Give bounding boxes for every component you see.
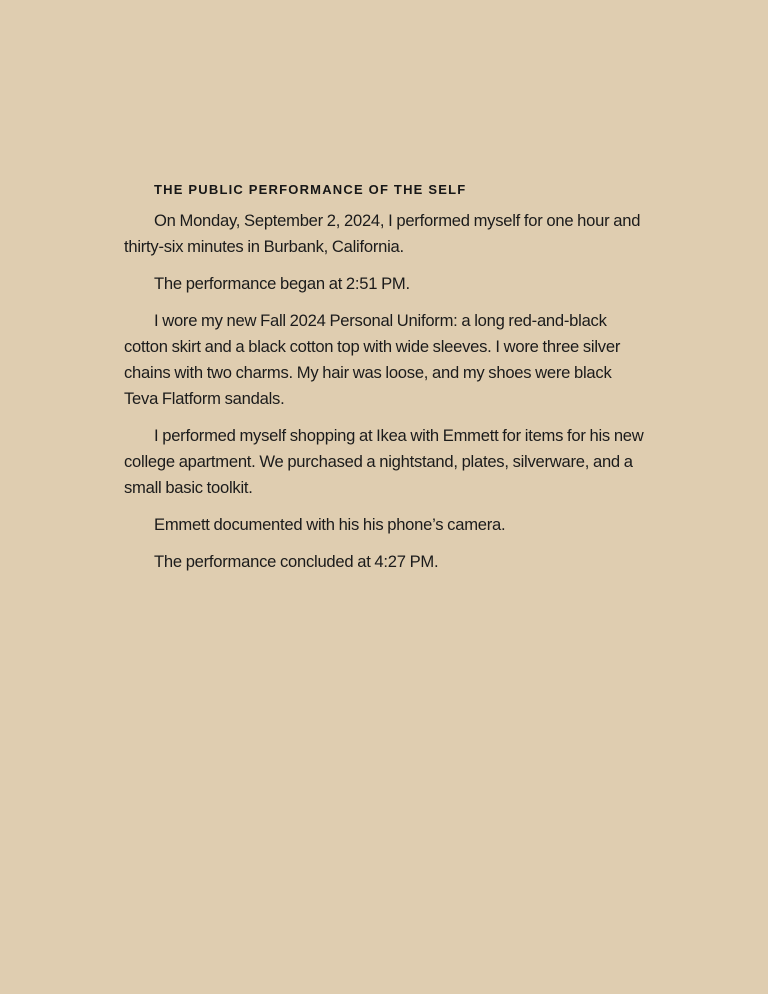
paragraph-activity: I performed myself shopping at Ikea with Emmett for items for his new college apartment. We purchased a nightstand, plates, silverware, and a small basic toolkit. bbox=[124, 426, 644, 497]
paragraph-date-location: On Monday, September 2, 2024, I performed myself for one hour and thirty-six minutes in Burbank, California. bbox=[124, 211, 641, 256]
paragraph-start-time: The performance began at 2:51 PM. bbox=[154, 274, 410, 293]
paragraph-end-time: The performance concluded at 4:27 PM. bbox=[154, 552, 439, 571]
paragraph-documentation: Emmett documented with his his phone’s camera. bbox=[154, 515, 506, 534]
document-title: THE PUBLIC PERFORMANCE OF THE SELF bbox=[154, 182, 467, 197]
paragraph-outfit: I wore my new Fall 2024 Personal Uniform: a long red-and-black cotton skirt and a black cotton top with wide sleeves. I wore three silver chains with two charms. My hair was loose, and my shoes were black Teva Flatform sandals. bbox=[124, 311, 621, 408]
document-body bbox=[124, 180, 644, 586]
